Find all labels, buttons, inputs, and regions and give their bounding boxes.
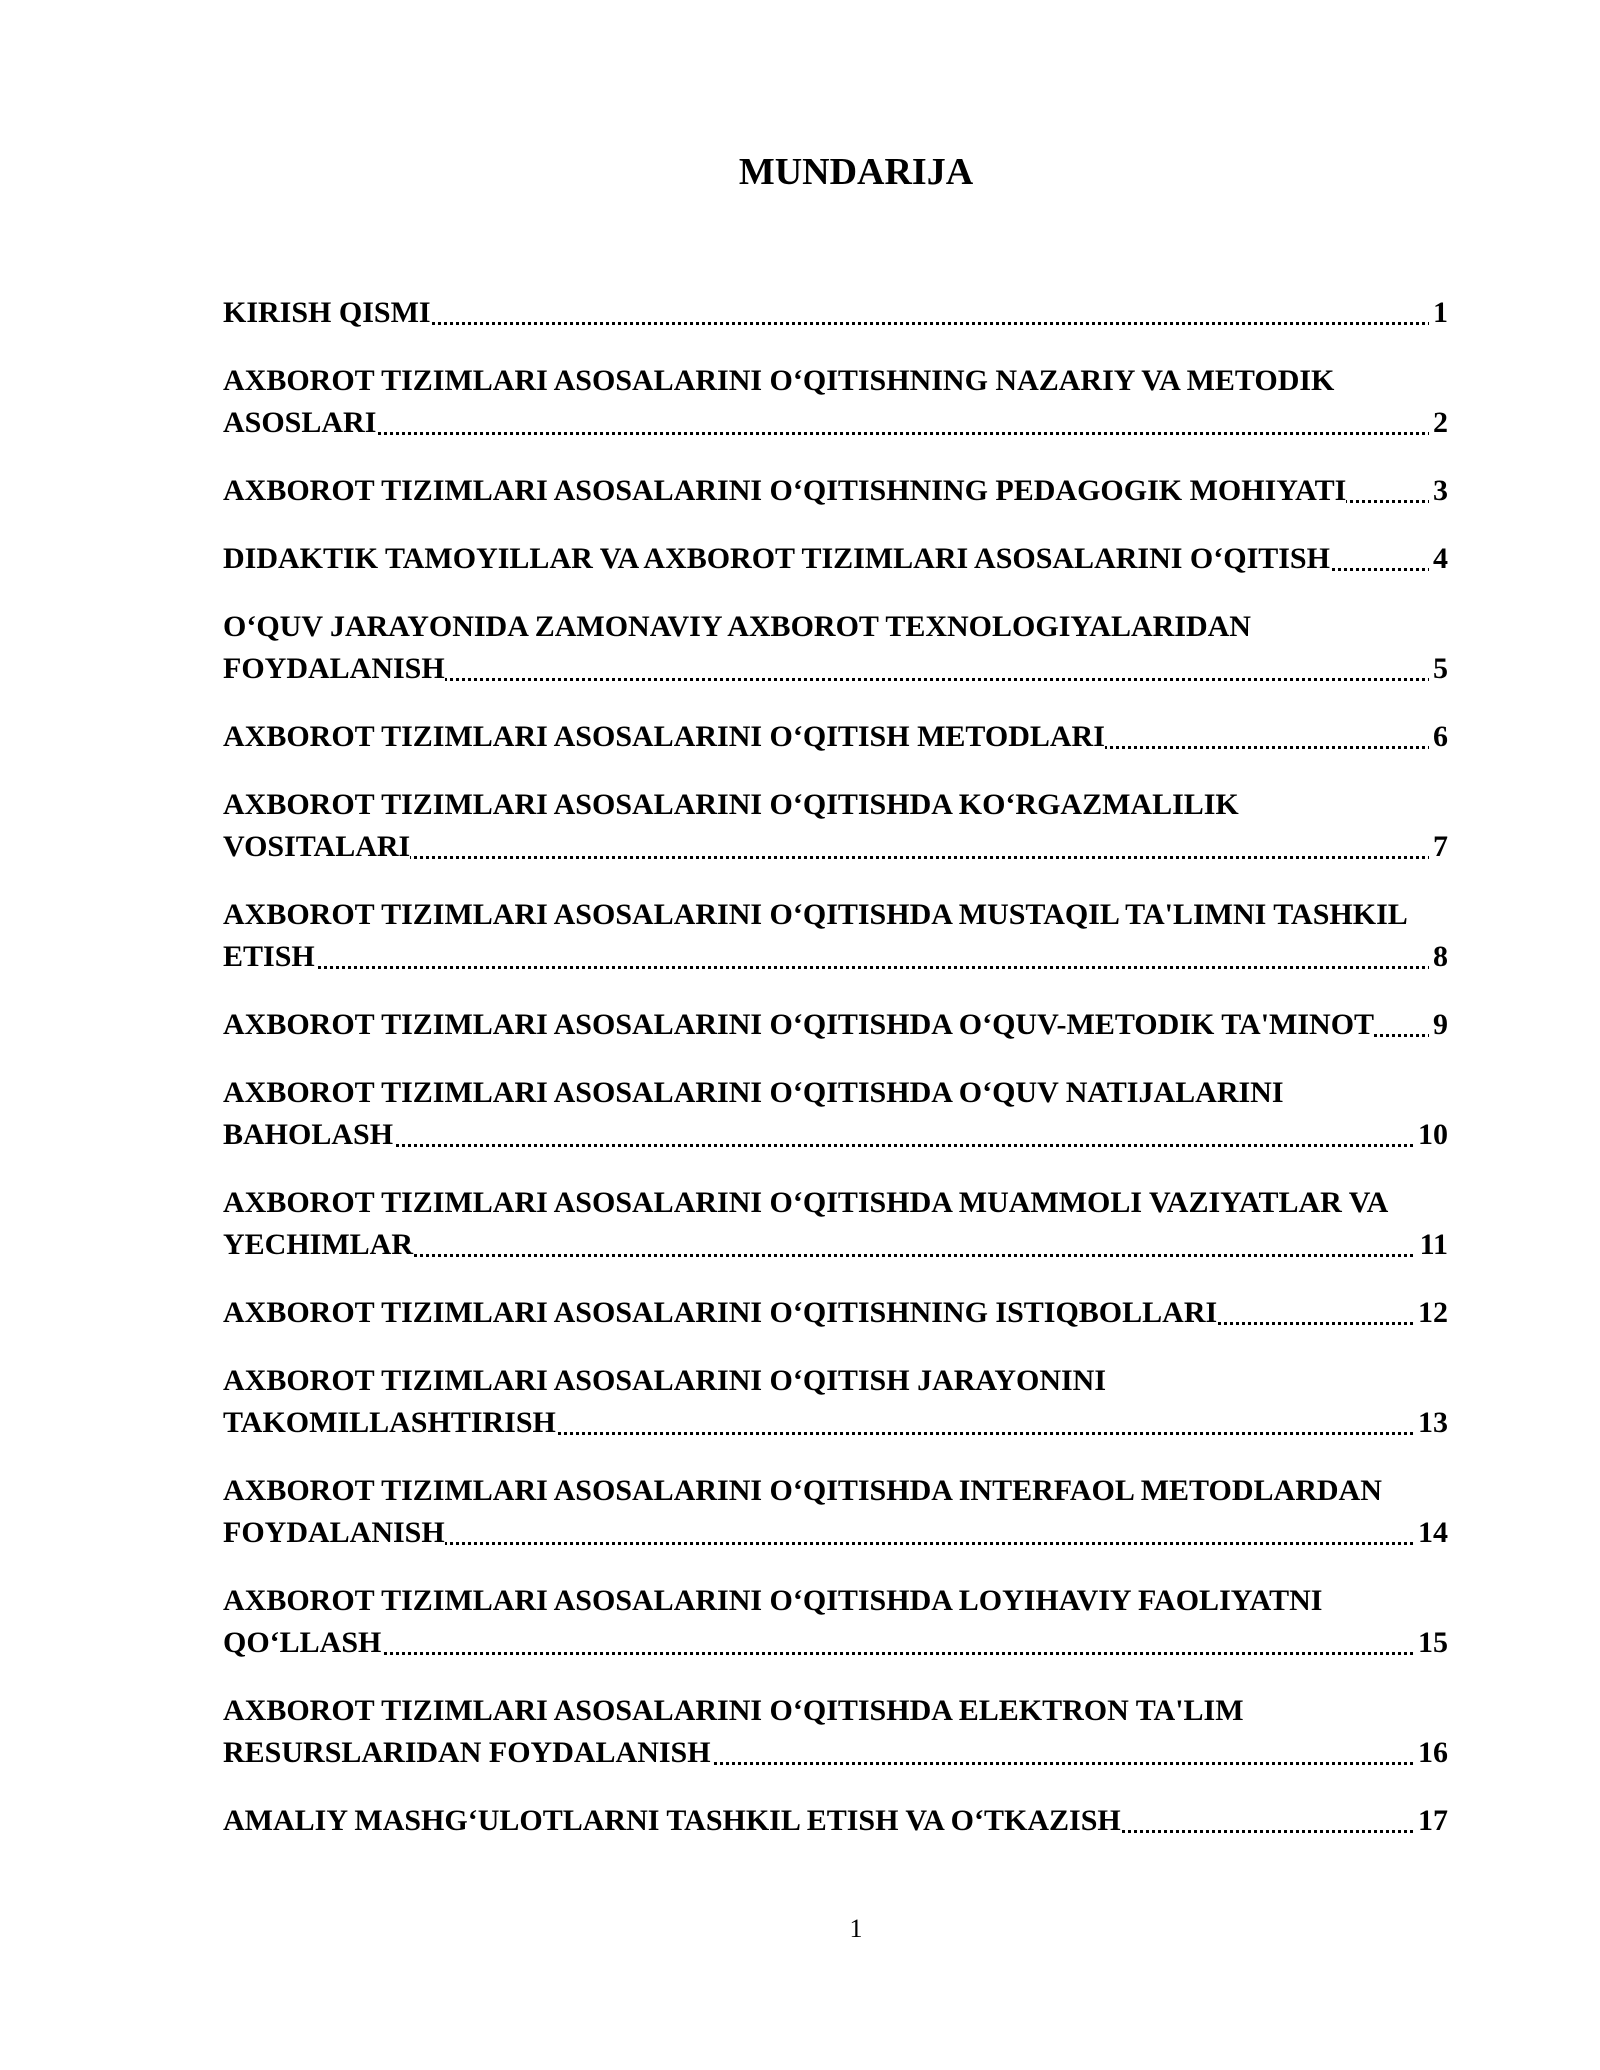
toc-page-number: 14 (1414, 1512, 1448, 1554)
toc-entry-title: KIRISH QISMI (223, 296, 431, 329)
toc-entry[interactable] (223, 894, 1448, 978)
toc-page-number: 10 (1414, 1114, 1448, 1156)
toc-entry-title-line1: AXBOROT TIZIMLARI ASOSALARINI O‘QITISHNING NAZARIY VA METODIK (223, 364, 1335, 397)
toc-entry-title-line1: AXBOROT TIZIMLARI ASOSALARINI O‘QITISHDA ELEKTRON TA'LIM (223, 1694, 1244, 1727)
toc-entry-line (223, 1224, 1448, 1266)
toc-entry-title: AXBOROT TIZIMLARI ASOSALARINI O‘QITISHDA O‘QUV-METODIK TA'MINOT (223, 1008, 1375, 1041)
toc-entry-title-line1: AXBOROT TIZIMLARI ASOSALARINI O‘QITISHDA MUSTAQIL TA'LIMNI TASHKIL (223, 898, 1408, 931)
toc-page-number: 5 (1429, 648, 1448, 690)
toc-entry-line (223, 1292, 1448, 1334)
toc-entry-title-line1: O‘QUV JARAYONIDA ZAMONAVIY AXBOROT TEXNOLOGIYALARIDAN (223, 610, 1251, 643)
toc-entry[interactable] (223, 538, 1448, 580)
toc-entry-title: ASOSLARI (223, 406, 377, 439)
toc-entry-line (223, 292, 1448, 334)
toc-entry-line (223, 1622, 1448, 1664)
toc-entry[interactable] (223, 1292, 1448, 1334)
table-of-contents (223, 292, 1448, 1868)
toc-entry-line (223, 1004, 1448, 1046)
toc-entry-title: AXBOROT TIZIMLARI ASOSALARINI O‘QITISHNING PEDAGOGIK MOHIYATI (223, 474, 1347, 507)
toc-entry-title-line1: AXBOROT TIZIMLARI ASOSALARINI O‘QITISHDA MUAMMOLI VAZIYATLAR VA (223, 1186, 1389, 1219)
toc-entry-line (223, 648, 1448, 690)
toc-entry[interactable] (223, 1182, 1448, 1266)
toc-page-number: 9 (1429, 1004, 1448, 1046)
toc-entry[interactable] (223, 1072, 1448, 1156)
toc-entry-title: ETISH (223, 940, 315, 973)
toc-entry-line (223, 402, 1448, 444)
toc-entry-line (223, 538, 1448, 580)
toc-entry-line (223, 1402, 1448, 1444)
toc-entry[interactable] (223, 1580, 1448, 1664)
dot-leader (223, 1652, 1448, 1655)
toc-entry[interactable] (223, 470, 1448, 512)
toc-entry-title: QO‘LLASH (223, 1626, 382, 1659)
dot-leader (223, 1144, 1448, 1147)
toc-entry-title: TAKOMILLASHTIRISH (223, 1406, 556, 1439)
toc-entry[interactable] (223, 1800, 1448, 1842)
toc-entry-title: RESURSLARIDAN FOYDALANISH (223, 1736, 711, 1769)
toc-page-number: 12 (1414, 1292, 1448, 1334)
toc-entry-title: AXBOROT TIZIMLARI ASOSALARINI O‘QITISH METODLARI (223, 720, 1105, 753)
page-title: MUNDARIJA (738, 151, 974, 193)
toc-entry[interactable] (223, 360, 1448, 444)
toc-entry[interactable] (223, 606, 1448, 690)
toc-entry-line (223, 936, 1448, 978)
toc-entry-title: FOYDALANISH (223, 652, 445, 685)
toc-page-number: 1 (1429, 292, 1448, 334)
toc-page-number: 17 (1414, 1800, 1448, 1842)
toc-entry-line (223, 470, 1448, 512)
toc-entry[interactable] (223, 1360, 1448, 1444)
toc-entry-title: DIDAKTIK TAMOYILLAR VA AXBOROT TIZIMLARI ASOSALARINI O‘QITISH (223, 542, 1330, 575)
toc-page-number: 6 (1429, 716, 1448, 758)
page-number: 1 (849, 1914, 863, 1943)
toc-entry[interactable] (223, 292, 1448, 334)
toc-page-number: 2 (1429, 402, 1448, 444)
toc-page-number: 15 (1414, 1622, 1448, 1664)
toc-entry[interactable] (223, 784, 1448, 868)
toc-entry-title-line1: AXBOROT TIZIMLARI ASOSALARINI O‘QITISH JARAYONINI (223, 1364, 1106, 1397)
toc-entry-title-line1: AXBOROT TIZIMLARI ASOSALARINI O‘QITISHDA KO‘RGAZMALILIK (223, 788, 1239, 821)
dot-leader (223, 966, 1448, 969)
toc-entry-line (223, 716, 1448, 758)
toc-entry[interactable] (223, 1690, 1448, 1774)
toc-page-number: 7 (1429, 826, 1448, 868)
toc-entry-line (223, 1512, 1448, 1554)
toc-page-number: 4 (1429, 538, 1448, 580)
toc-entry-line (223, 1800, 1448, 1842)
toc-entry-title-line1: AXBOROT TIZIMLARI ASOSALARINI O‘QITISHDA O‘QUV NATIJALARINI (223, 1076, 1284, 1109)
toc-entry-title-line1: AXBOROT TIZIMLARI ASOSALARINI O‘QITISHDA INTERFAOL METODLARDAN (223, 1474, 1382, 1507)
toc-page-number: 11 (1416, 1224, 1448, 1266)
toc-page-number: 13 (1414, 1402, 1448, 1444)
toc-entry-line (223, 1732, 1448, 1774)
dot-leader (223, 432, 1448, 435)
toc-entry-line (223, 1114, 1448, 1156)
toc-entry-title: BAHOLASH (223, 1118, 394, 1151)
toc-entry[interactable] (223, 1004, 1448, 1046)
toc-entry[interactable] (223, 716, 1448, 758)
toc-entry[interactable] (223, 1470, 1448, 1554)
toc-entry-title: AXBOROT TIZIMLARI ASOSALARINI O‘QITISHNING ISTIQBOLLARI (223, 1296, 1218, 1329)
toc-entry-title: FOYDALANISH (223, 1516, 445, 1549)
toc-page-number: 8 (1429, 936, 1448, 978)
toc-entry-title: YECHIMLAR (223, 1228, 414, 1261)
toc-entry-title: AMALIY MASHG‘ULOTLARNI TASHKIL ETISH VA O‘TKAZISH (223, 1804, 1121, 1837)
toc-entry-title-line1: AXBOROT TIZIMLARI ASOSALARINI O‘QITISHDA LOYIHAVIY FAOLIYATNI (223, 1584, 1323, 1617)
toc-page-number: 3 (1429, 470, 1448, 512)
toc-page-number: 16 (1414, 1732, 1448, 1774)
toc-entry-line (223, 826, 1448, 868)
toc-entry-title: VOSITALARI (223, 830, 411, 863)
